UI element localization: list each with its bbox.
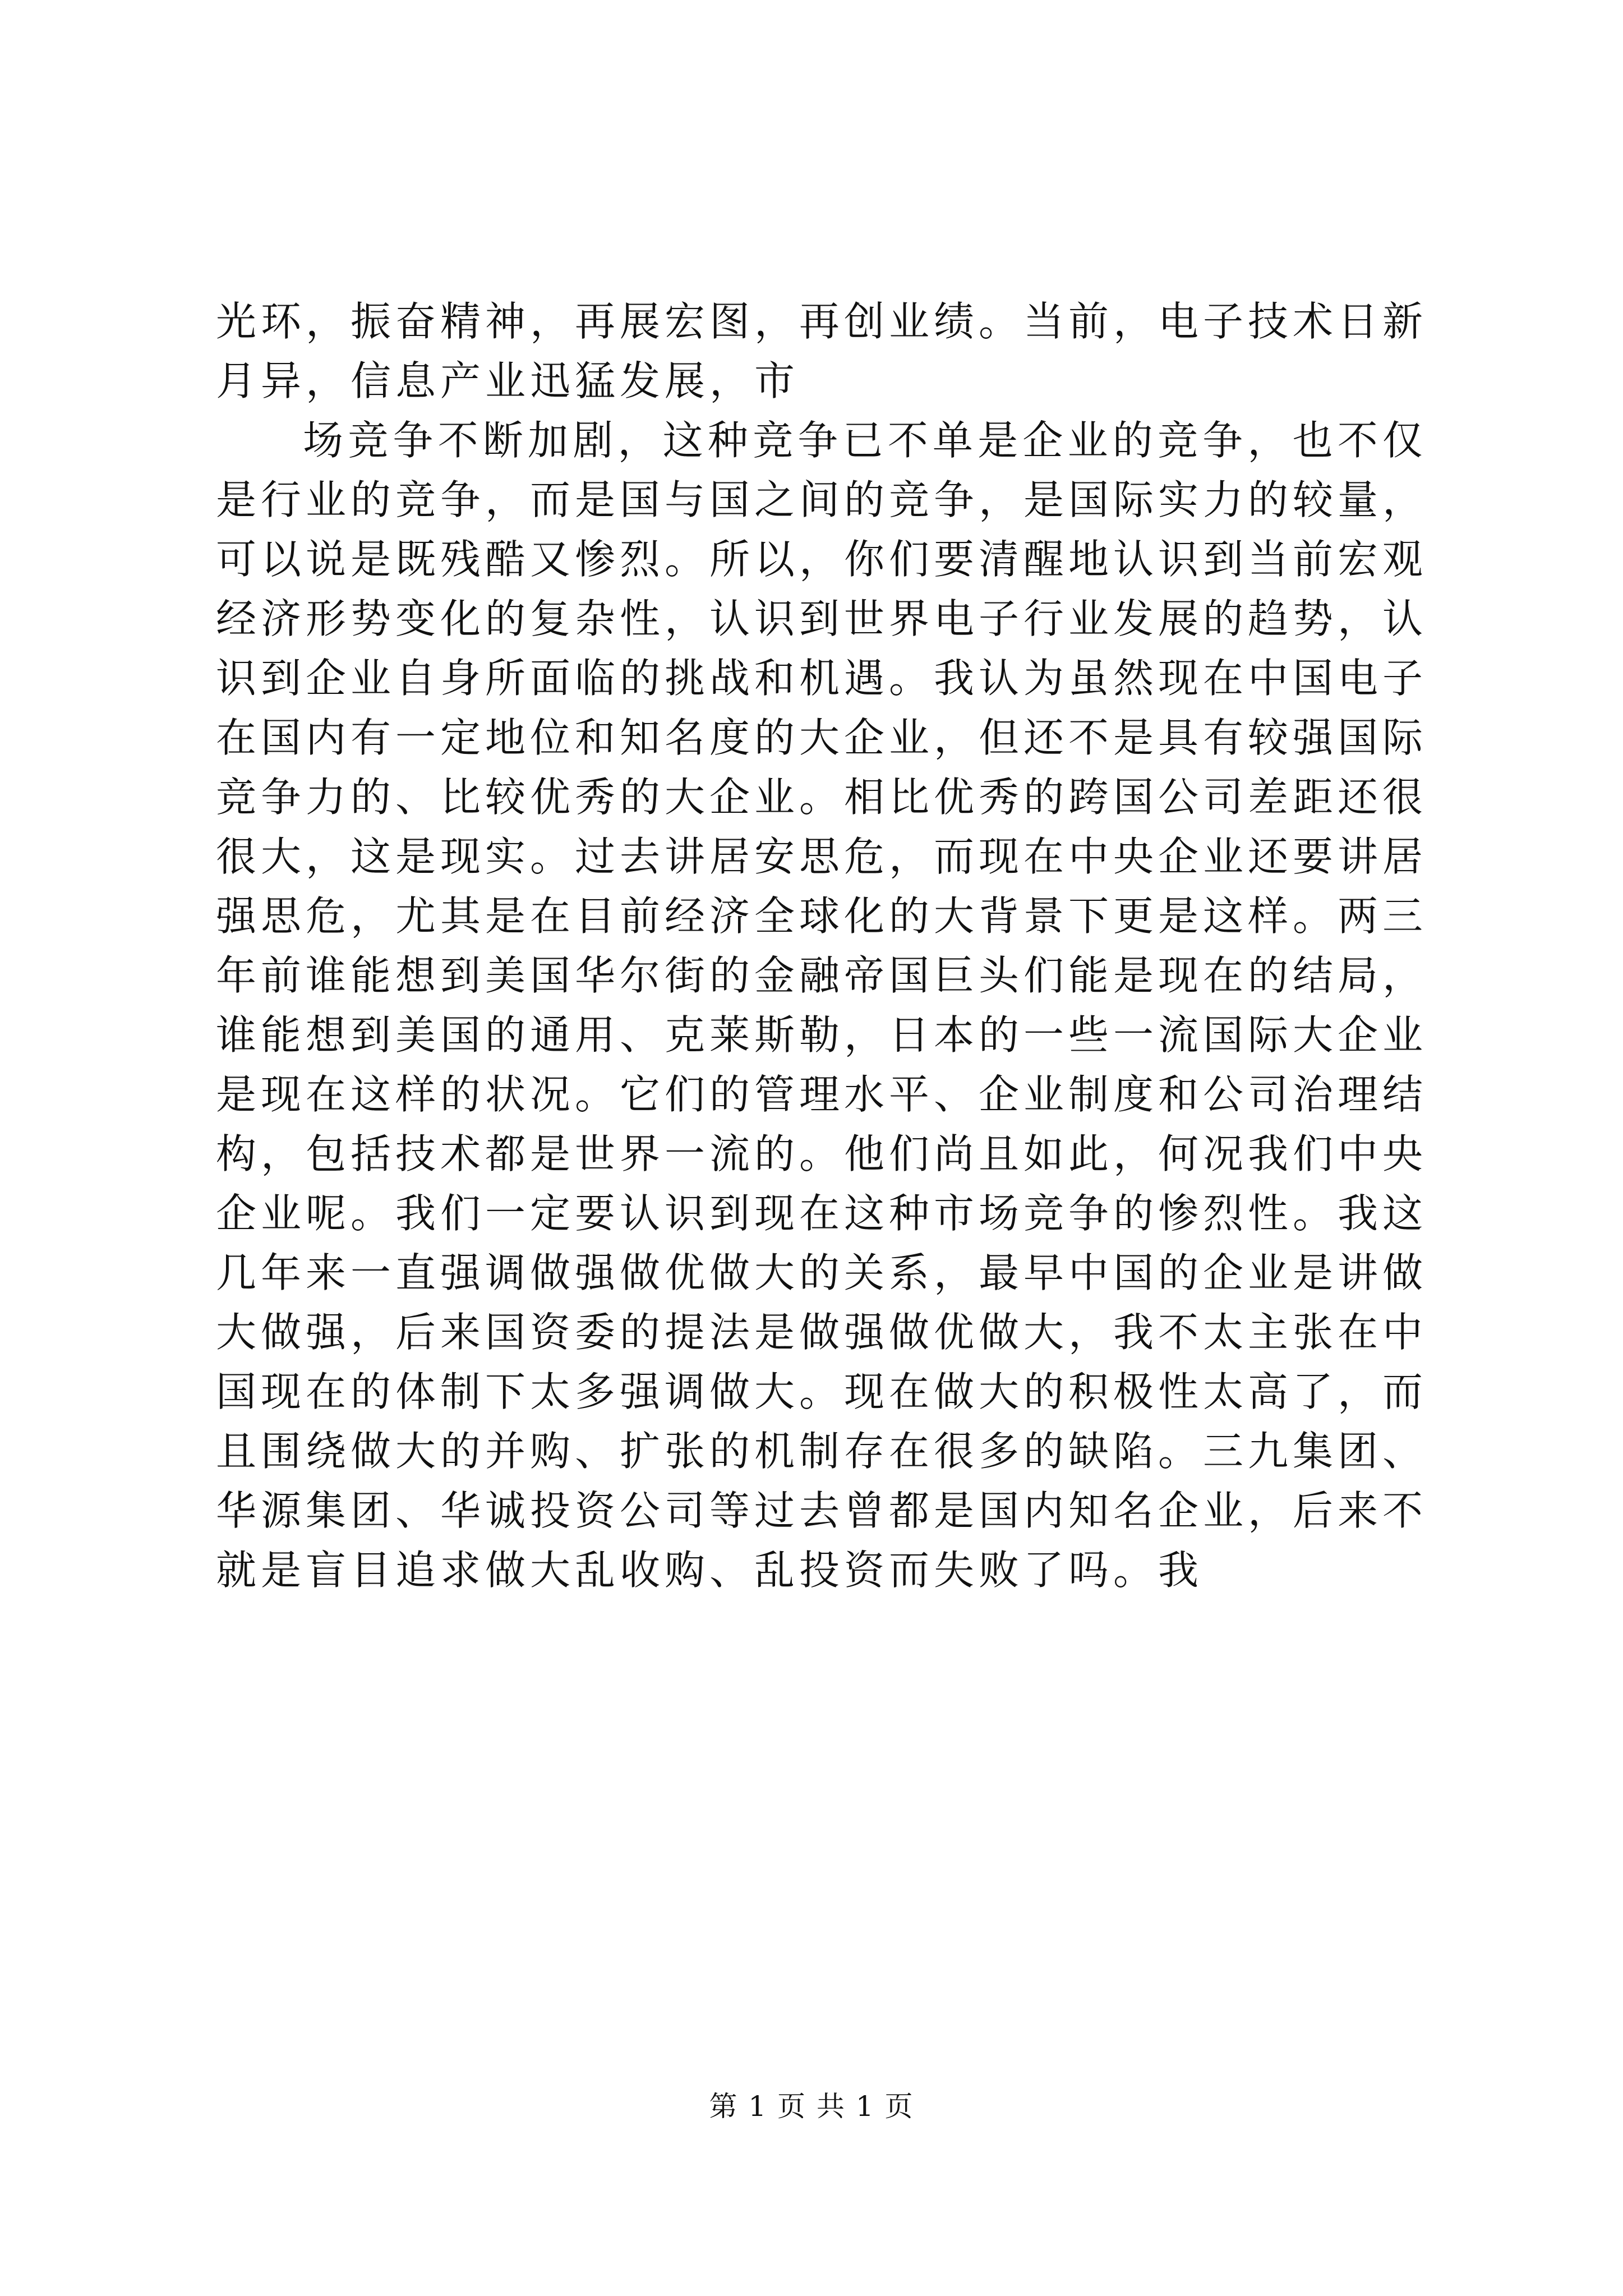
page-footer: 第 1 页 共 1 页 [709,2090,914,2123]
paragraph-2: 场竞争不断加剧，这种竞争已不单是企业的竞争，也不仅是行业的竞争，而是国与国之间的竞争，是国际实力的较量，可以说是既残酷又惨烈。所以，你们要清醒地认识到当前宏观经济形势变化的复杂性，认识到世界电子行业发展的趋势，认识到企业自身所面临的挑战和机遇。我认为虽然现在中国电子在国内有一定地位和知名度的大企业，但还不是具有较强国际竞争力的、比较优秀的大企业。相比优秀的跨国公司差距还很很大，这是现实。过去讲居安思危，而现在中央企业还要讲居强思危，尤其是在目前经济全球化的大背景下更是这样。两三年前谁能想到美国华尔街的金融帝国巨头们能是现在的结局，谁能想到美国的通用、克莱斯勒，日本的一些一流国际大企业是现在这样的状况。它们的管理水平、企业制度和公司治理结构，包括技术都是世界一流的。他们尚且如此，何况我们中央企业呢。我们一定要认识到现在这种市场竞争的惨烈性。我这几年来一直强调做强做优做大的关系，最早中国的企业是讲做大做强，后来国资委的提法是做强做优做大，我不太主张在中国现在的体制下太多强调做大。现在做大的积极性太高了，而且围绕做大的并购、扩张的机制存在很多的缺陷。三九集团、华源集团、华诚投资公司等过去曾都是国内知名企业，后来不就是盲目追求做大乱收购、乱投资而失败了吗。我 [216,417,1428,1594]
document-body [216,292,1427,1600]
paragraph-1: 光环，振奋精神，再展宏图，再创业绩。当前，电子技术日新月异，信息产业迅猛发展，市 [216,298,1428,404]
